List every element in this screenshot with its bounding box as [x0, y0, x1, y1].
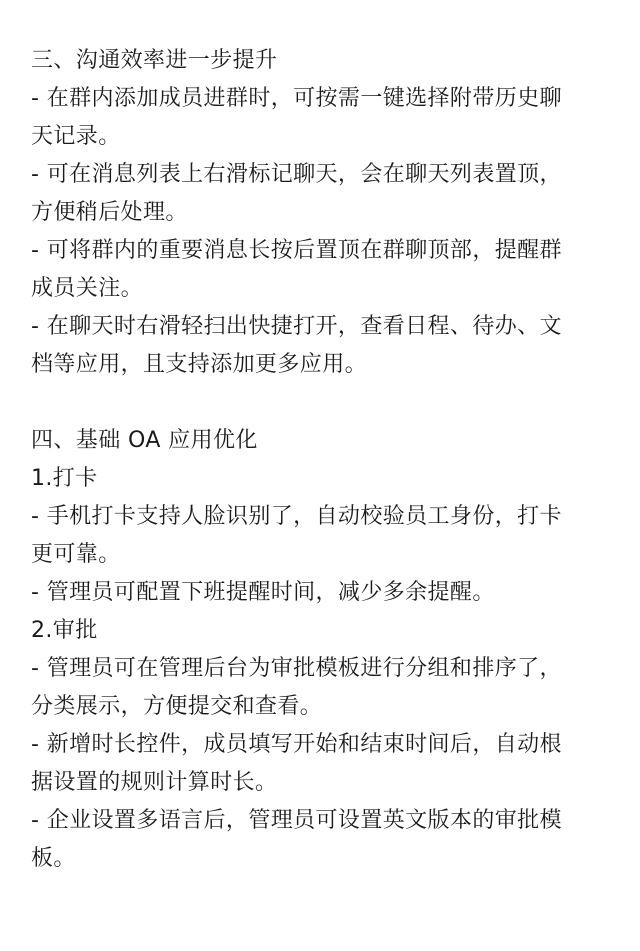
list-item: [31, 232, 610, 308]
list-item: [31, 156, 610, 232]
list-item-line: - 在聊天时右滑轻扫出快捷打开，查看日程、待办、文: [31, 314, 562, 339]
list-item-line: 档等应用，且支持添加更多应用。: [31, 352, 368, 377]
list-item-line: 方便稍后处理。: [31, 200, 188, 225]
list-item-line: 天记录。: [31, 124, 121, 149]
list-item: [31, 650, 610, 726]
list-item-line: - 新增时长控件，成员填写开始和结束时间后，自动根: [31, 732, 562, 757]
list-item-line: - 管理员可配置下班提醒时间，减少多余提醒。: [31, 580, 495, 605]
section-heading: 四、基础 OA 应用优化: [31, 428, 258, 453]
list-item-line: 成员关注。: [31, 276, 144, 301]
list-item-line: - 手机打卡支持人脸识别了，自动校验员工身份，打卡: [31, 504, 562, 529]
subsection-title: 1.打卡: [31, 466, 98, 491]
subsection-title: 2.审批: [31, 618, 98, 643]
list-item-line: 据设置的规则计算时长。: [31, 770, 278, 795]
section-heading: 三、沟通效率进一步提升: [31, 48, 278, 73]
list-item-line: - 可将群内的重要消息长按后置顶在群聊顶部，提醒群: [31, 238, 562, 263]
list-item-line: - 管理员可在管理后台为审批模板进行分组和排序了，: [31, 656, 562, 681]
list-item-line: - 可在消息列表上右滑标记聊天，会在聊天列表置顶，: [31, 162, 562, 187]
list-item: [31, 802, 610, 878]
list-item: [31, 574, 610, 612]
list-item: [31, 308, 610, 384]
list-item-line: - 企业设置多语言后，管理员可设置英文版本的审批模: [31, 808, 562, 833]
list-item: [31, 726, 610, 802]
list-item-line: 板。: [31, 846, 76, 871]
list-item-line: 分类展示，方便提交和查看。: [31, 694, 323, 719]
list-item: [31, 498, 610, 574]
section-spacer: [31, 384, 610, 422]
list-item-line: 更可靠。: [31, 542, 121, 567]
list-item: [31, 80, 610, 156]
list-item-line: - 在群内添加成员进群时，可按需一键选择附带历史聊: [31, 86, 562, 111]
